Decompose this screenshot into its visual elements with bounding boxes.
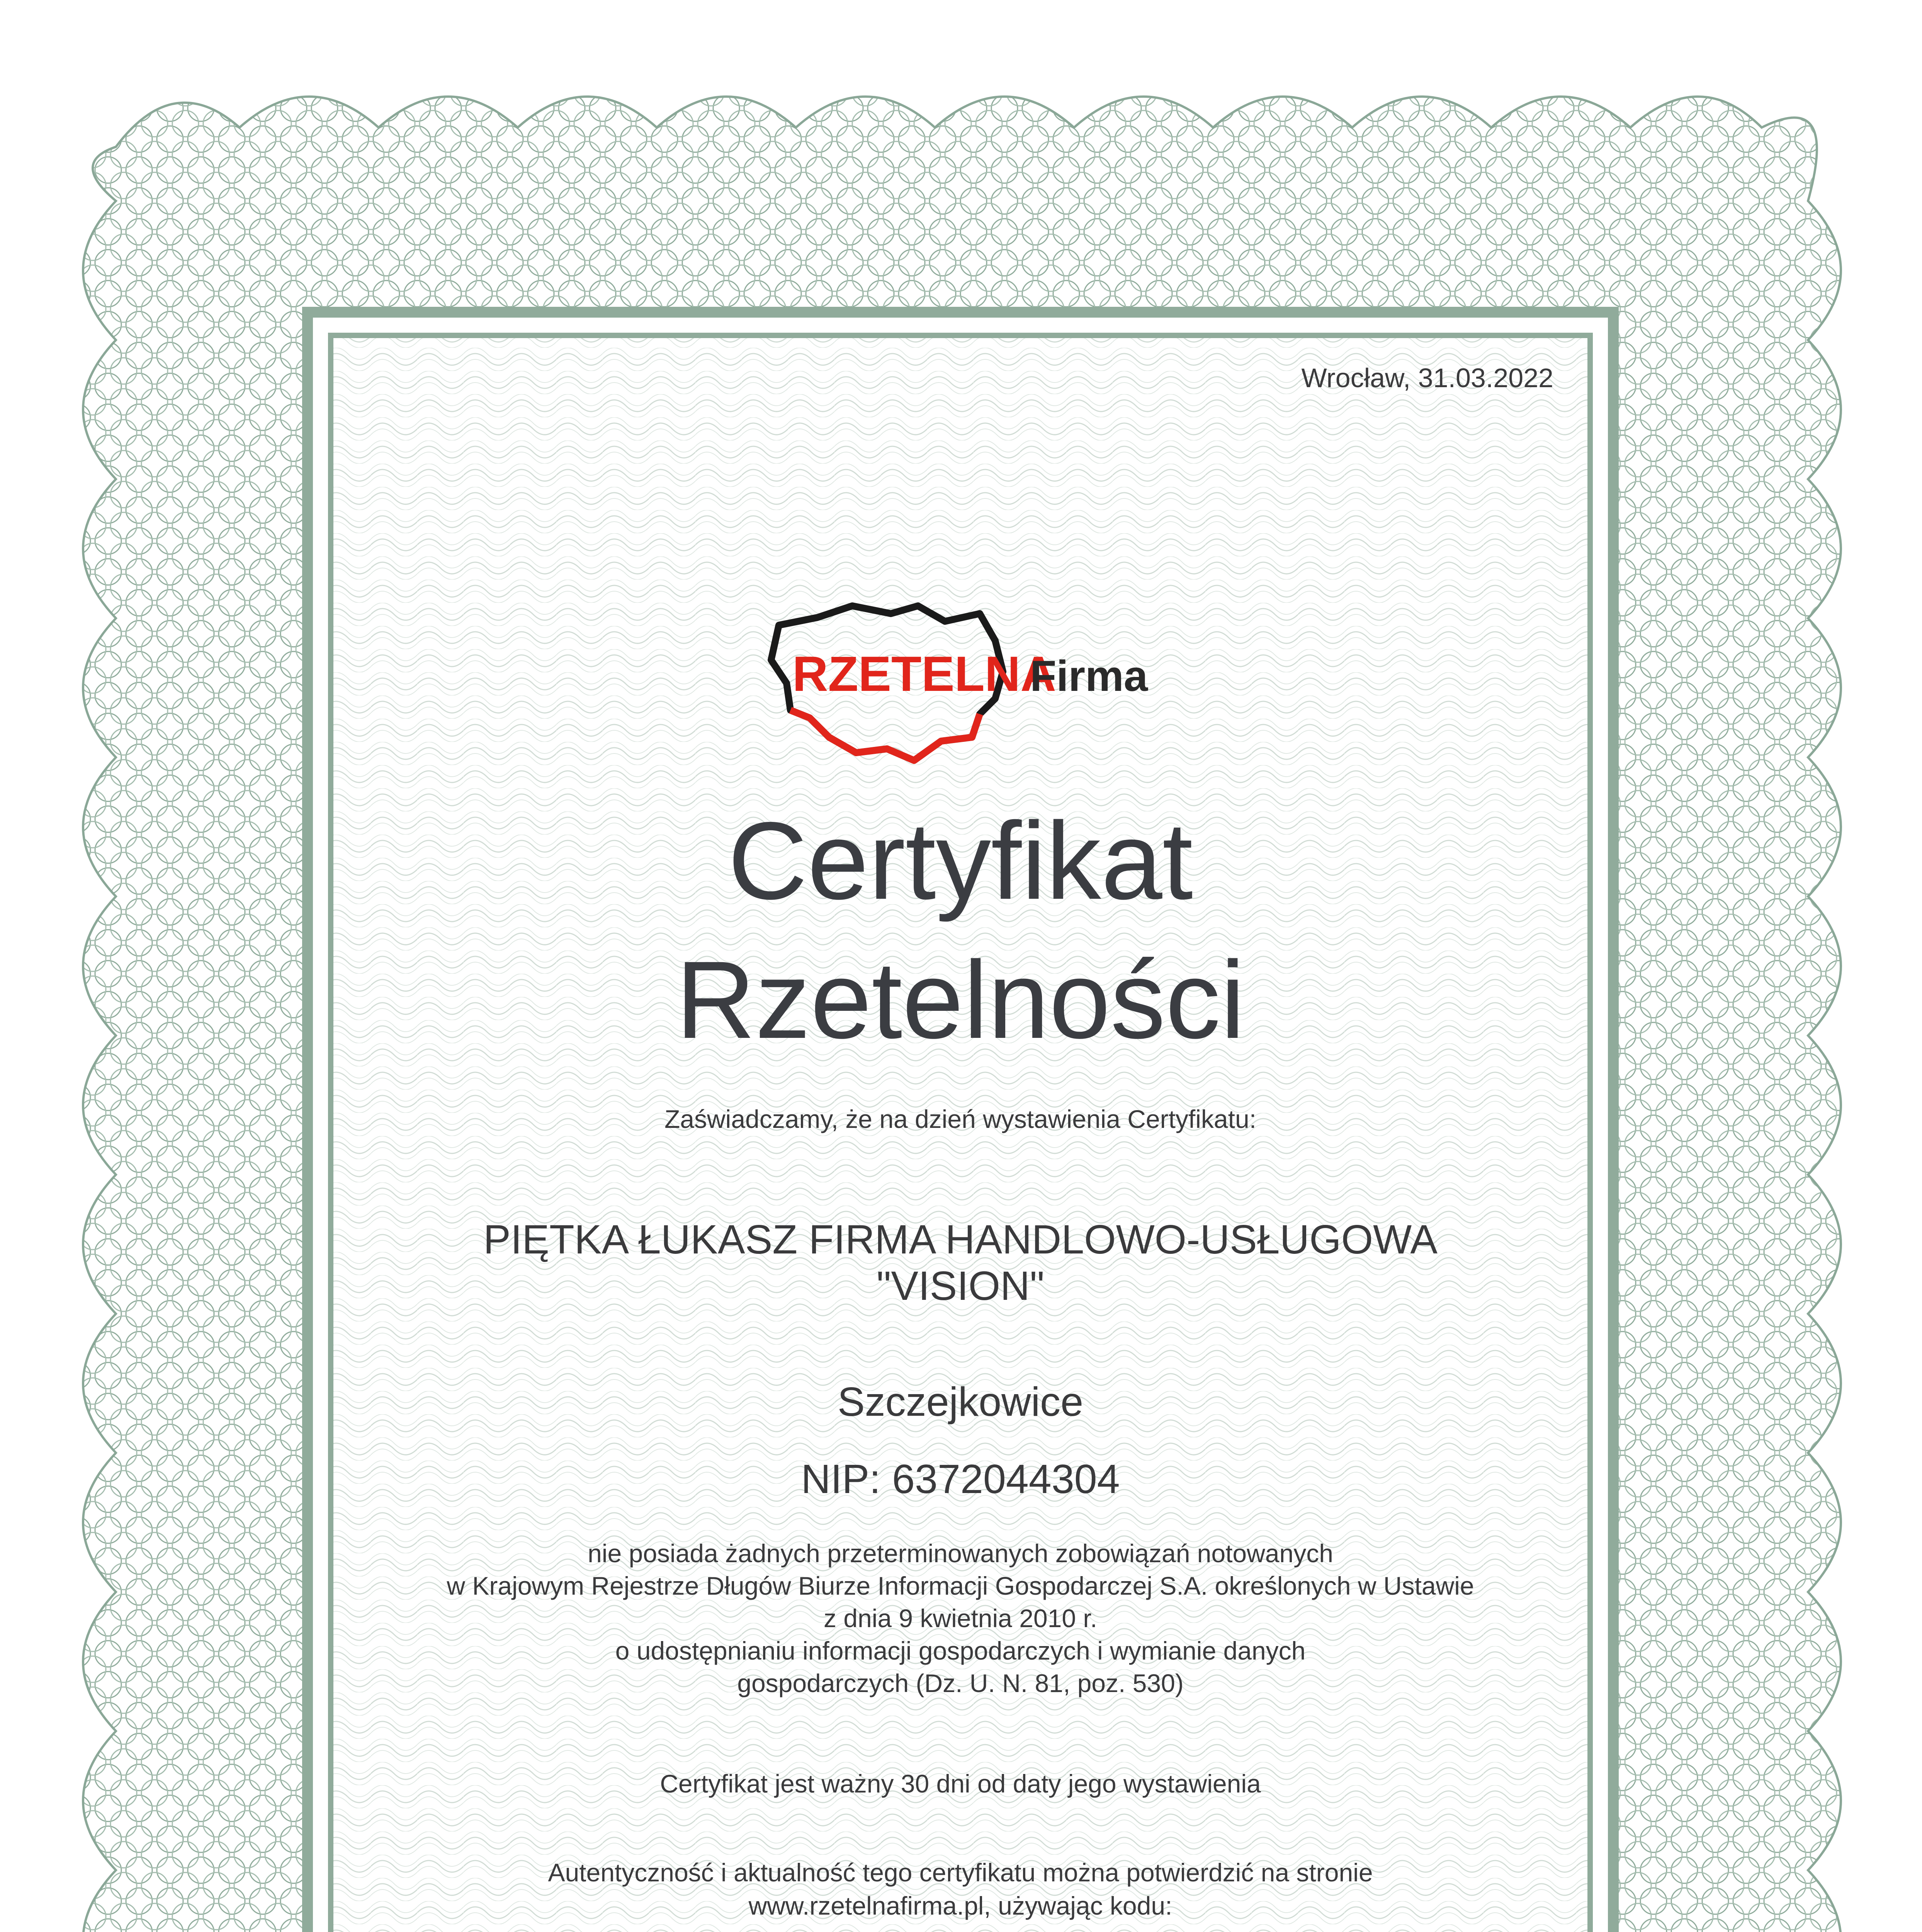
statement-line: w Krajowym Rejestrze Długów Biurze Informacji Gospodarczej S.A. określonych w Ustawie: [447, 1571, 1474, 1600]
attestation-text: Zaświadczamy, że na dzień wystawienia Certyfikatu:: [664, 1105, 1257, 1133]
company-name-line1: PIĘTKA ŁUKASZ FIRMA HANDLOWO-USŁUGOWA: [483, 1217, 1438, 1262]
rzetelna-firma-logo: [763, 598, 1157, 768]
logo-word-firma: Firma: [1030, 652, 1148, 700]
certificate-panel: [308, 312, 1613, 1932]
company-city: Szczejkowice: [837, 1379, 1084, 1425]
statement-line: nie posiada żadnych przeterminowanych zobowiązań notowanych: [588, 1539, 1333, 1568]
certificate-title-line2: Rzetelności: [676, 939, 1245, 1061]
statement-line: o udostępnianiu informacji gospodarczych i wymianie danych: [615, 1636, 1306, 1665]
statement-line: z dnia 9 kwietnia 2010 r.: [823, 1604, 1098, 1633]
authenticity-line2: www.rzetelnafirma.pl, używając kodu:: [748, 1891, 1173, 1920]
certificate-title-line1: Certyfikat: [728, 799, 1193, 922]
authenticity-line1: Autentyczność i aktualność tego certyfikatu można potwierdzić na stronie: [548, 1858, 1373, 1887]
issue-date: Wrocław, 31.03.2022: [1301, 363, 1553, 393]
company-nip: NIP: 6372044304: [801, 1456, 1120, 1502]
logo-word-rzetelna: RZETELNA: [792, 646, 1056, 702]
statement-paragraph: [308, 1537, 1613, 1699]
certificate-content: [308, 312, 1613, 1932]
validity-text: Certyfikat jest ważny 30 dni od daty jego wystawienia: [660, 1769, 1261, 1798]
statement-line: gospodarczych (Dz. U. N. 81, poz. 530): [737, 1669, 1184, 1697]
company-name-line2: "VISION": [876, 1263, 1045, 1309]
